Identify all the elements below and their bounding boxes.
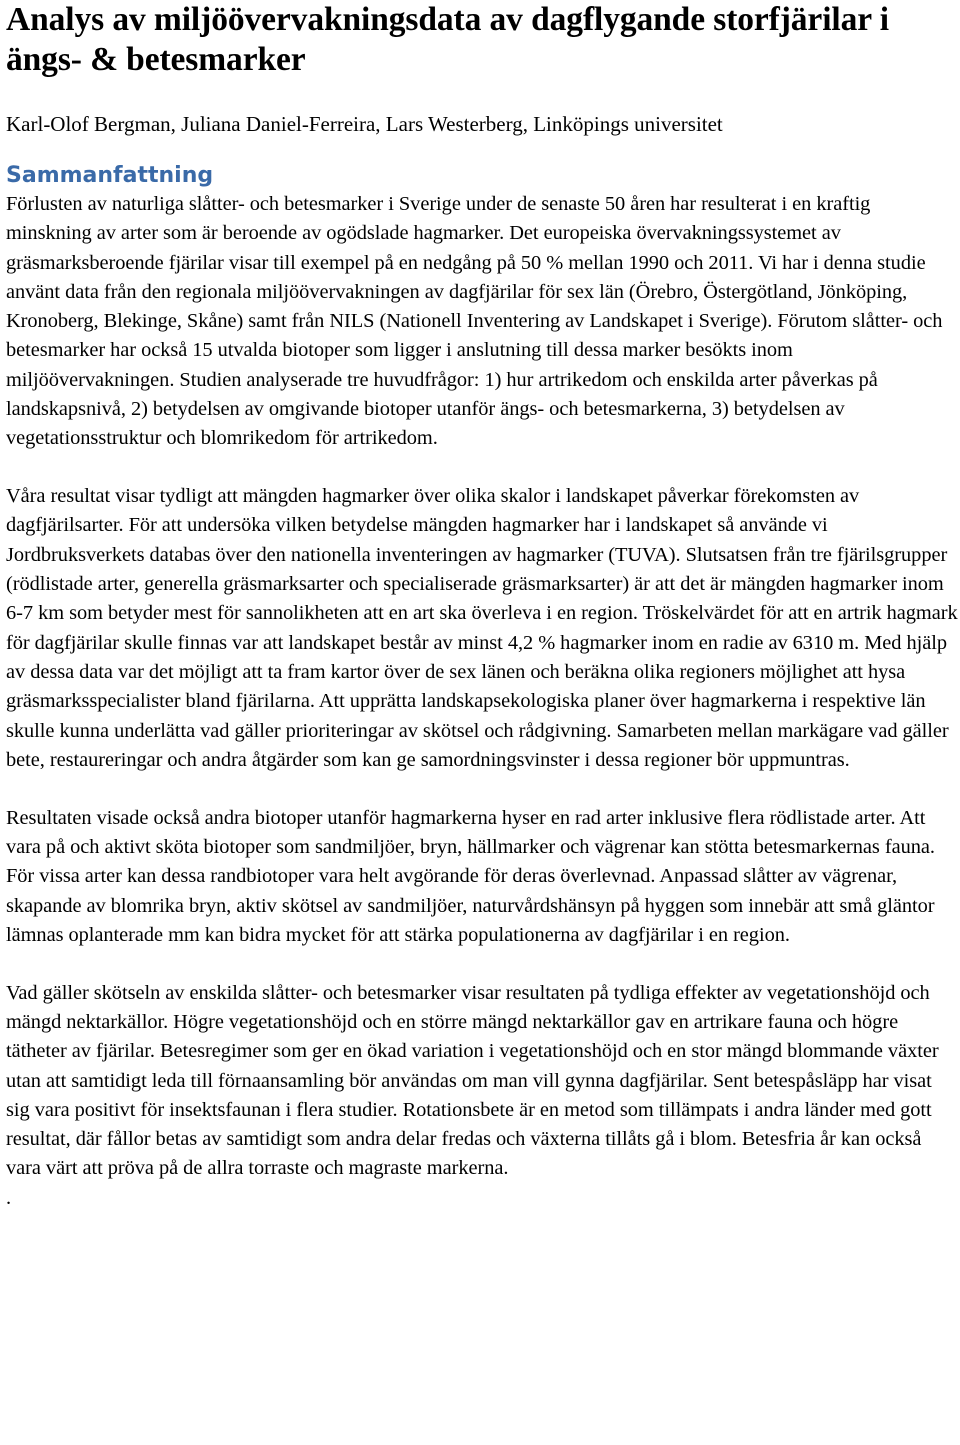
paragraph-1: Förlusten av naturliga slåtter- och betesmarker i Sverige under de senaste 50 åren har resulterat i en kraftig minskning av arter som är beroende av ogödslade hagmarker. Det europeiska övervakningssystemet av gräsmarksberoende fjärilar visar till exempel på en nedgång på 50 % mellan 1990 och 2011. Vi har i denna studie använt data från den regionala miljöövervakningen av dagfjärilar för sex län (Örebro, Östergötland, Jönköping, Kronoberg, Blekinge, Skåne) samt från NILS (Nationell Inventering av Landskapet i Sverige). Förutom slåtter- och betesmarker har också 15 utvalda biotoper som ligger i anslutning till dessa marker besökts inom miljöövervakningen. Studien analyserade tre huvudfrågor: 1) hur artrikedom och enskilda arter påverkas på landskapsnivå, 2) betydelsen av omgivande biotoper utanför ängs- och betesmarkerna, 3) betydelsen av vegetationsstruktur och blomrikedom för artrikedom. bbox=[6, 193, 943, 450]
section-heading: Sammanfattning bbox=[6, 163, 214, 188]
document-title: Analys av miljöövervakningsdata av dagflygande storfjärilar i ängs- & betesmarker bbox=[6, 1, 889, 78]
summary-body bbox=[6, 190, 958, 1184]
document-page bbox=[6, 0, 958, 1213]
paragraph-2: Våra resultat visar tydligt att mängden hagmarker över olika skalor i landskapet påverkar förekomsten av dagfjärilsarter. För att undersöka vilken betydelse mängden hagmarker har i landskapet så använde vi Jordbruksverkets databas över den nationella inventeringen av hagmarker (TUVA). Slutsatsen från tre fjärilsgrupper (rödlistade arter, generella gräsmarksarter och specialiserade gräsmarksarter) är att det är mängden hagmarker inom 6-7 km som betyder mest för sannolikheten att en art ska överleva i en region. Tröskelvärdet för att en artrik hagmark för dagfjärilar skulle finnas var att landskapet består av minst 4,2 % hagmarker inom en radie av 6310 m. Med hjälp av dessa data var det möjligt att ta fram kartor över de sex länen och beräkna olika regioners möjlighet att hysa gräsmarksspecialister bland fjärilarna. Att upprätta landskapsekologiska planer över hagmarkerna i respektive län skulle kunna underlätta vad gäller prioriteringar av skötsel och rådgivning. Samarbeten mellan markägare vad gäller bete, restaureringar och andra åtgärder som kan ge samordningsvinster i dessa regioner bör uppmuntras. bbox=[6, 485, 958, 771]
document-authors: Karl-Olof Bergman, Juliana Daniel-Ferreira, Lars Westerberg, Linköpings universitet bbox=[6, 112, 723, 136]
paragraph-4: Vad gäller skötseln av enskilda slåtter- och betesmarker visar resultaten på tydliga effekter av vegetationshöjd och mängd nektarkällor. Högre vegetationshöjd och en större mängd nektarkällor gav en artrikare fauna och högre tätheter av fjärilar. Betesregimer som ger en ökad variation i vegetationshöjd och en stor mängd blommande växter utan att samtidigt leda till förnaansamling bör användas om man vill gynna dagfjärilar. Sent betespåsläpp har visat sig vara positivt för insektsfaunan i flera studier. Rotationsbete är en metod som tillämpats i andra länder med gott resultat, där fållor betas av samtidigt som andra delar fredas och växterna tillåts gå i blom. Betesfria år kan också vara värt att pröva på de allra torraste och magraste markerna. bbox=[6, 981, 939, 1180]
trailing-mark: . bbox=[6, 1186, 12, 1209]
paragraph-3: Resultaten visade också andra biotoper utanför hagmarkerna hyser en rad arter inklusive flera rödlistade arter. Att vara på och aktivt sköta biotoper som sandmiljöer, bryn, hällmarker och vägrenar kan stötta betesmarkernas fauna. För vissa arter kan dessa randbiotoper vara helt avgörande för deras överlevnad. Anpassad slåtter av vägrenar, skapande av blomrika bryn, aktiv skötsel av sandmiljöer, naturvårdshänsyn på hyggen som innebär att små gläntor lämnas oplanterade mm kan bidra mycket för att stärka populationerna av dagfjärilar i en region. bbox=[6, 806, 935, 946]
